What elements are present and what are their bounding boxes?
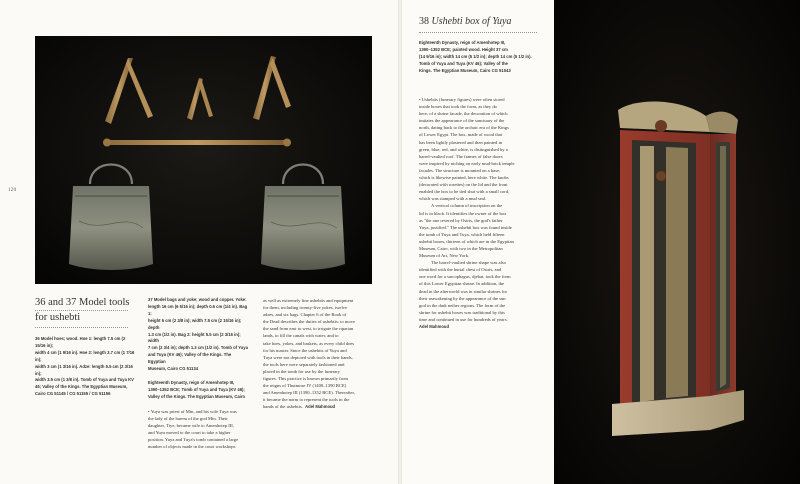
title-rule-1 [35, 310, 128, 311]
body-line: which is likewise painted, here white. The knobs [419, 175, 509, 181]
body-line: imitates the appearance of the sanctuary of the [419, 118, 505, 124]
catalogue-number: 38 [419, 16, 429, 27]
body-line: lid is in black. It identifies the owner of the box [419, 210, 507, 216]
body-line: green, blue, red, and white, is distinguished by a [419, 146, 508, 152]
meta-line: Tomb of Yuya and Tuya (KV 46); Valley of the [419, 60, 508, 66]
body-line: The barrel-vaulted shrine shape was also [431, 260, 506, 266]
meta-line: 1390–1352 BCE; painted wood. Height 37 cm [419, 46, 508, 52]
body-line: here, of a shrine facade, the decoration of which [419, 111, 508, 117]
lid-knob [655, 120, 667, 132]
col3-line: placed in the tomb for use by the funerary [263, 368, 341, 374]
col2-line: daughter, Tiye, became wife to Amenhotep III, [148, 422, 234, 428]
body-line: of Lower Egypt. The box, made of wood that [419, 132, 503, 138]
col1-line: 36 Model hoes; wood. Hoe 1: length 7.5 cm (2 15/16 in); [35, 336, 126, 348]
body-line: of this Lower Egyptian shrine. In addition, the [419, 281, 505, 287]
col2-line: the lady of the harem of the god Min. Their [148, 415, 228, 421]
col3-line: take hoes, yokes, and baskets, as every child does [263, 340, 355, 346]
col3-line: and Amenhotep III (1390–1352 BCE). Thereafter, [263, 390, 355, 396]
col3-line: as well as extremely fine ushebtis and equipment [263, 298, 354, 303]
col3-line: the tools here were separately fashioned and [263, 361, 345, 367]
col2-line: 37 Model bags and yoke; wood and copper. Yoke: [148, 297, 247, 302]
body-line: identified with the burial chest of Osiris, and [419, 267, 502, 273]
col3-line: figures. This practice is known primarily from [263, 376, 349, 382]
catalogue-numbers: 36 and 37 [35, 297, 77, 308]
meta-line: (14 9/16 in); width 14 cm (5 1/2 in); depth 14 cm (5 1/2 in). [419, 53, 532, 59]
body-line: north, dating back to the archaic era of the Kings [419, 125, 509, 131]
body-line: ushebti boxes, thirteen of which are in the Egyptian [419, 238, 514, 244]
body-line: as "the one revered by Osiris, the god's father [419, 217, 503, 223]
col2-line: 1.3 cm (1/2 in). Bag 2: height 5.5 cm (2 3/16 in); width [148, 331, 241, 344]
body-line: facades. The structure is mounted on a base, [419, 167, 501, 173]
body-line: Yuya, justified." The ushebti box was found inside [419, 224, 512, 230]
col2-line: and Tuya (KV 46); Valley of the Kings. The Egyptian [148, 352, 232, 365]
col1-line: width 4 cm (1 9/16 in). Hoe 2: length 3.7 cm (1 7/16 in); [35, 349, 135, 362]
col2-line: length 16 cm (6 5/16 in); depth 0.6 cm (1/4 in). Bag 1: [148, 303, 248, 316]
col3-line: for them, including twenty-five yokes, twelve [263, 305, 348, 311]
body-line: enabled the box to be tied shut with a small cord, [419, 189, 510, 195]
body-line: were inspired by niching on early mud-brick temple [419, 160, 515, 166]
body-line: • Ushebtis (funerary figures) were often stored [419, 97, 505, 102]
ushebti-box-illustration [554, 0, 800, 484]
body-line: which was stamped with a mud seal. [419, 196, 487, 202]
right-title-rule [419, 32, 537, 33]
title-main: Model tools [79, 297, 130, 308]
col3-line: hands of the ushebtis. [263, 404, 303, 410]
body-line: time and continued in use for hundreds of years. [419, 316, 508, 322]
col2-line: 7 cm (2 3/4 in); depth 1.3 cm (1/2 in). Tomb of Yuya [148, 345, 248, 351]
body-line: one word for a sarcophagus, djebat, took the form [419, 274, 511, 280]
col3-line: the sand from east to west, to irrigate the riparian [263, 326, 354, 332]
col1-line: Cairo CG 51145 / CG 51155 / CG 51156 [35, 391, 111, 397]
left-col-3 [263, 297, 373, 411]
col3-line: lands, to fill the canals with water, and to [263, 333, 339, 339]
meta-line: Eighteenth Dynasty, reign of Amenhotep III, [419, 40, 506, 45]
col2-line: Eighteenth Dynasty, reign of Amenhotep III, [148, 379, 235, 385]
title-sub: for ushebti [35, 312, 81, 323]
col2-line: and Yuya moved to the court to take a higher [148, 429, 231, 435]
col3-line: the Dead describes the duties of ushebtis: to move [263, 319, 356, 325]
col2-line: Museum, Cairo CG 51134 [148, 366, 199, 372]
left-col-1 [35, 336, 135, 398]
col2-line: number of objects made in the court workshops [148, 444, 236, 450]
col3-line: for his master. Since the ushebtis of Yuya and [263, 347, 347, 353]
ushebti-box-photo [554, 0, 800, 484]
body-line: the tomb of Yuya and Tuya, which held fifteen [419, 231, 505, 237]
right-meta [419, 40, 539, 75]
body-line: dead in the afterworld was in similar shrines for [419, 288, 508, 294]
col3-line: the reigns of Thutmose IV (1400–1390 BCE) [263, 383, 347, 389]
right-body [419, 96, 541, 330]
body-line: Museum of Art, New York. [419, 253, 470, 259]
body-line: A vertical column of inscription on the [431, 203, 503, 209]
body-line: (decorated with rosettes) on the lid and the front [419, 182, 508, 188]
right-author: Adel Mahmoud [419, 324, 450, 329]
col1-line: width 3 cm (1 3/16 in). Adze: length 5.5 cm (2 3/16 in); [35, 363, 133, 376]
body-line: barrel-vaulted roof. The frames of false doors [419, 153, 503, 159]
col3-author: Adel Mahmoud [305, 404, 336, 410]
col2-line: height 6 cm (2 3/8 in); width 7.5 cm (2 15/16 in); depth [148, 317, 242, 330]
body-line: inside boxes that took the form, as they do [419, 104, 497, 110]
col2-line: • Yuya was priest of Min, and his wife Tuya was [148, 408, 237, 414]
col2-line: Valley of the Kings. The Egyptian Museum, Cairo [148, 393, 246, 399]
meta-line: Kings. The Egyptian Museum, Cairo CG 51043 [419, 67, 511, 73]
col3-line: Tuya were not depicted with tools in their hands, [263, 354, 353, 360]
col3-line: it became the norm to represent the tools in the [263, 397, 350, 403]
body-line: Museum, Cairo, with two in the Metropolitan [419, 245, 503, 251]
right-catalogue-title [419, 16, 511, 27]
left-col-2 [148, 297, 248, 450]
col1-line: 46; Valley of the Kings. The Egyptian Museum, [35, 384, 128, 390]
model-tools-photo [35, 36, 372, 284]
body-line: shrine for ushebti boxes was traditional by this [419, 309, 505, 315]
body-line: their reawakening by the appearance of the sun [419, 295, 506, 301]
col2-line: position. Yuya and Tuya's tomb contained a large [148, 437, 239, 443]
front-knob [656, 171, 666, 181]
col2-line: 1390–1352 BCE; Tomb of Yuya and Tuya (KV 46); [148, 386, 245, 392]
title-rule-2 [35, 327, 128, 328]
page-number: 120 [8, 188, 17, 193]
body-line: has been lightly plastered and then painted in [419, 139, 503, 145]
col1-line: width 3.5 cm (1 3/8 in). Tomb of Yuya and Tuya KV [35, 377, 134, 383]
box-title: Ushebti box of Yuya [431, 16, 512, 27]
model-tools-illustration [35, 36, 372, 284]
body-line: god in the dark nether regions. The form of the [419, 302, 506, 308]
col3-line: adzes, and six bags. Chapter 6 of the Book of [263, 312, 347, 318]
